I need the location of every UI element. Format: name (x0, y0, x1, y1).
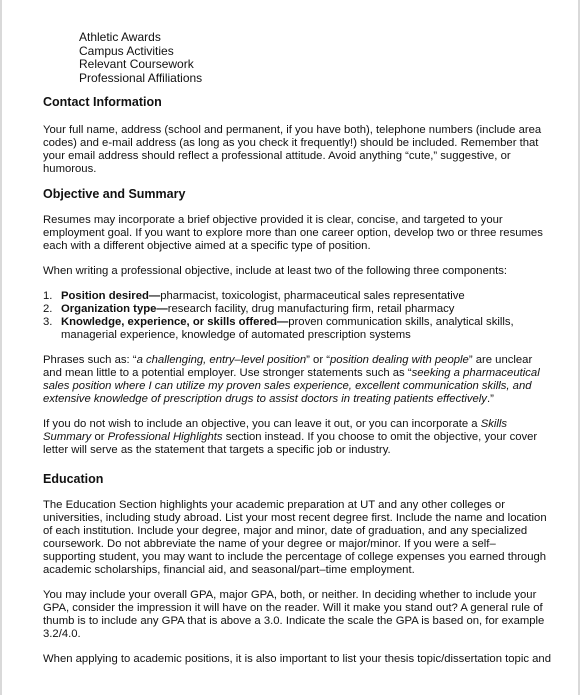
component-label: Position desired— (61, 290, 161, 302)
text-line: When applying to academic positions, it is also important to list your thesis topic/dissertation topic and (43, 653, 551, 665)
italic-run: position dealing with people (330, 354, 469, 366)
list-item: Relevant Coursework (79, 57, 194, 71)
text-line: Your full name, address (school and permanent, if you have both), telephone numbers (include area (43, 124, 542, 136)
list-item: Professional Affiliations (79, 70, 203, 85)
italic-run: Professional Highlights (107, 431, 223, 443)
text-line: letter will serve as the statement that targets a specific job or industry. (43, 444, 391, 456)
component-label: Organization type— (61, 303, 168, 315)
text-line: employment goal. If you want to explore more than one career option, develop two or three resumes (43, 227, 543, 239)
component-label: Knowledge, experience, or skills offered— (61, 316, 289, 328)
text-line: universities, including study abroad. List your most recent degree first. Include the name and location (43, 512, 547, 524)
text-run: and mean little to a potential employer. Use stronger statements such as “ (43, 367, 412, 379)
text-run: If you do not wish to include an objective, you can leave it out, or you can incorporate a (43, 418, 481, 430)
list-number: 1. (43, 290, 53, 302)
resume-section-list (79, 31, 202, 85)
text-line: coursework. Do not abbreviate the name of your degree or major/minor. If you were a self– (43, 538, 496, 550)
gpa-paragraph (43, 589, 543, 641)
education-paragraph (43, 499, 547, 577)
text-run: section instead. If you choose to omit the objective, your cover (222, 431, 538, 443)
text-line: 3.2/4.0. (43, 628, 81, 640)
education-heading: Education (43, 472, 104, 486)
component-text: pharmacist, toxicologist, pharmaceutical sales representative (160, 290, 465, 302)
page-left-edge (0, 0, 2, 695)
text-line: academic scholarships, financial aid, and seasonal/part–time employment. (43, 564, 415, 576)
italic-run: extensive knowledge of prescription drugs to assist doctors in treating patients effectively (43, 393, 487, 405)
list-item (43, 303, 543, 316)
contact-heading: Contact Information (43, 95, 162, 109)
components-list (43, 290, 543, 342)
text-line: of each institution. Include your degree, major and minor, date of graduation, and any specialized (43, 525, 528, 537)
list-number: 2. (43, 303, 53, 315)
component-text: managerial experience, knowledge of automated prescription systems (61, 329, 411, 341)
italic-run: sales position where I can utilize my proven sales experience, excellent communication skills, and (43, 380, 532, 392)
text-run: ” or “ (306, 354, 330, 366)
text-line: GPA, consider the impression it will have on the reader. Will it make you stand out? A general rule of (43, 602, 543, 614)
italic-run: Summary (43, 431, 92, 443)
components-intro: When writing a professional objective, include at least two of the following three components: (43, 265, 508, 277)
text-run: .” (486, 393, 494, 405)
academic-paragraph (43, 653, 551, 666)
text-line: thumb is to include any GPA that is above a 3.0. Indicate the scale the GPA is based on, for example (43, 615, 545, 627)
text-line: You may include your overall GPA, major GPA, both, or neither. In deciding whether to include your (43, 589, 537, 601)
text-line: The Education Section highlights your academic preparation at UT and any other colleges or (43, 499, 505, 511)
italic-run: a challenging, entry–level position (136, 354, 307, 366)
text-run: ” are unclear (468, 354, 533, 366)
list-item: Athletic Awards (79, 30, 161, 44)
text-run: or (91, 431, 108, 443)
objective-heading: Objective and Summary (43, 187, 186, 201)
list-item (43, 316, 543, 342)
text-line: your email address should reflect a professional attitude. Avoid anything “cute,” suggestive, or (43, 150, 511, 162)
objective-intro-paragraph (43, 214, 543, 253)
list-item: Campus Activities (79, 43, 174, 58)
document-body (43, 94, 551, 666)
component-text: proven communication skills, analytical skills, (288, 316, 514, 328)
list-item (43, 290, 543, 303)
omit-paragraph (43, 418, 543, 457)
text-run: Phrases such as: “ (43, 354, 137, 366)
list-number: 3. (43, 316, 53, 328)
italic-run: seeking a pharmaceutical (411, 367, 540, 379)
contact-paragraph (43, 124, 543, 176)
phrases-paragraph (43, 354, 543, 406)
text-line: each with a different objective aimed at a specific type of position. (43, 240, 371, 252)
text-line: codes) and e-mail address (as long as you check it frequently!) should be included. Remember that (43, 137, 539, 149)
text-line: supporting student, you may want to include the percentage of college expenses you earned through (43, 551, 547, 563)
text-line: Resumes may incorporate a brief objective provided it is clear, concise, and targeted to your (43, 214, 503, 226)
text-line: humorous. (43, 163, 97, 175)
italic-run: Skills (480, 418, 508, 430)
component-text: research facility, drug manufacturing firm, retail pharmacy (167, 303, 455, 315)
